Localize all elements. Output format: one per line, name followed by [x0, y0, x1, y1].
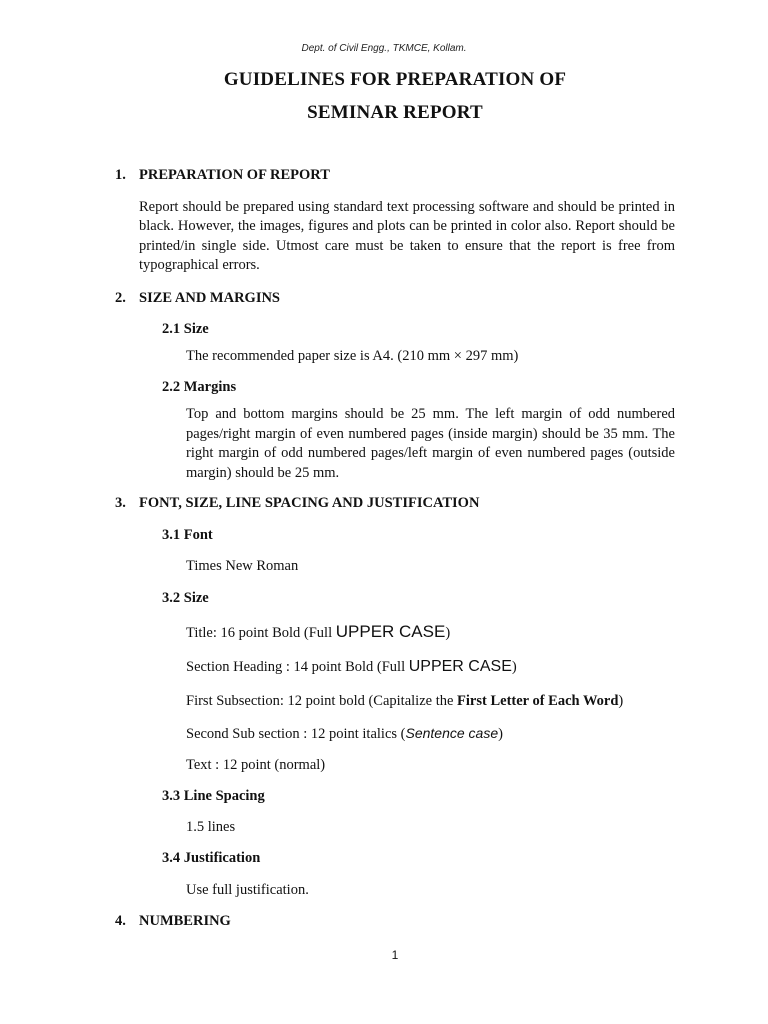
- section-number: 1.: [115, 167, 126, 183]
- subsection-heading-size: 2.1 Size: [162, 321, 209, 337]
- justification-text: Use full justification.: [186, 882, 309, 898]
- first-subsection-rule: [186, 693, 623, 710]
- page-number: 1: [391, 948, 399, 962]
- section-heading-4: [115, 913, 231, 930]
- rule-prefix: Section Heading : 14 point Bold (Full: [186, 659, 409, 675]
- upper-case-example: UPPER CASE: [335, 622, 446, 641]
- rule-suffix: ): [511, 659, 517, 675]
- text-size-rule: Text : 12 point (normal): [186, 757, 326, 773]
- section-number: 3.: [115, 495, 126, 511]
- section-heading-2: [115, 290, 280, 307]
- subsection-heading-size-3: 3.2 Size: [162, 590, 209, 606]
- section-title: NUMBERING: [139, 913, 231, 929]
- second-subsection-rule: [186, 725, 503, 743]
- subsection-heading-font: 3.1 Font: [162, 527, 213, 543]
- paper-size-text: The recommended paper size is A4. (210 mm × 297 mm): [186, 348, 519, 364]
- department-header: Dept. of Civil Engg., TKMCE, Kollam.: [301, 43, 467, 54]
- line-spacing-text: 1.5 lines: [186, 819, 236, 835]
- section-title: FONT, SIZE, LINE SPACING AND JUSTIFICATION: [139, 495, 480, 511]
- sentence-case-example: Sentence case: [405, 725, 499, 741]
- section-heading-1: [115, 167, 330, 184]
- title-size-rule: [186, 622, 450, 642]
- capitalize-example: First Letter of Each Word: [457, 693, 619, 709]
- rule-prefix: First Subsection: 12 point bold (Capitalize the: [186, 693, 458, 709]
- section-1-paragraph: Report should be prepared using standard text processing software and should be printed in black. However, the images, figures and plots can be printed in color also. Report should be printed/in single side. Utmost care must be taken to ensure that the report is free from typographical errors.: [139, 199, 675, 273]
- document-title-line-1: GUIDELINES FOR PREPARATION OF: [223, 69, 567, 90]
- document-title-line-2: SEMINAR REPORT: [307, 102, 483, 123]
- rule-prefix: Second Sub section : 12 point italics (: [186, 726, 406, 742]
- upper-case-example: UPPER CASE: [408, 658, 512, 675]
- section-number: 2.: [115, 290, 126, 306]
- section-number: 4.: [115, 913, 126, 929]
- rule-prefix: Title: 16 point Bold (Full: [186, 625, 336, 641]
- subsection-heading-line-spacing: 3.3 Line Spacing: [162, 788, 265, 804]
- rule-suffix: ): [498, 726, 503, 742]
- subsection-heading-justification: 3.4 Justification: [162, 850, 261, 866]
- subsection-heading-margins: 2.2 Margins: [162, 379, 237, 395]
- section-title: PREPARATION OF REPORT: [139, 167, 330, 183]
- font-name-text: Times New Roman: [186, 558, 299, 574]
- section-heading-3: [115, 495, 479, 512]
- rule-suffix: ): [618, 693, 624, 709]
- rule-suffix: ): [445, 625, 451, 641]
- section-heading-size-rule: [186, 658, 517, 676]
- margins-paragraph: Top and bottom margins should be 25 mm. The left margin of odd numbered pages/right margin of even numbered pages (inside margin) should be 35 mm. The right margin of odd numbered pages/left margin of even numbered pages (outside margin) should be 25 mm.: [186, 406, 675, 481]
- section-title: SIZE AND MARGINS: [139, 290, 280, 306]
